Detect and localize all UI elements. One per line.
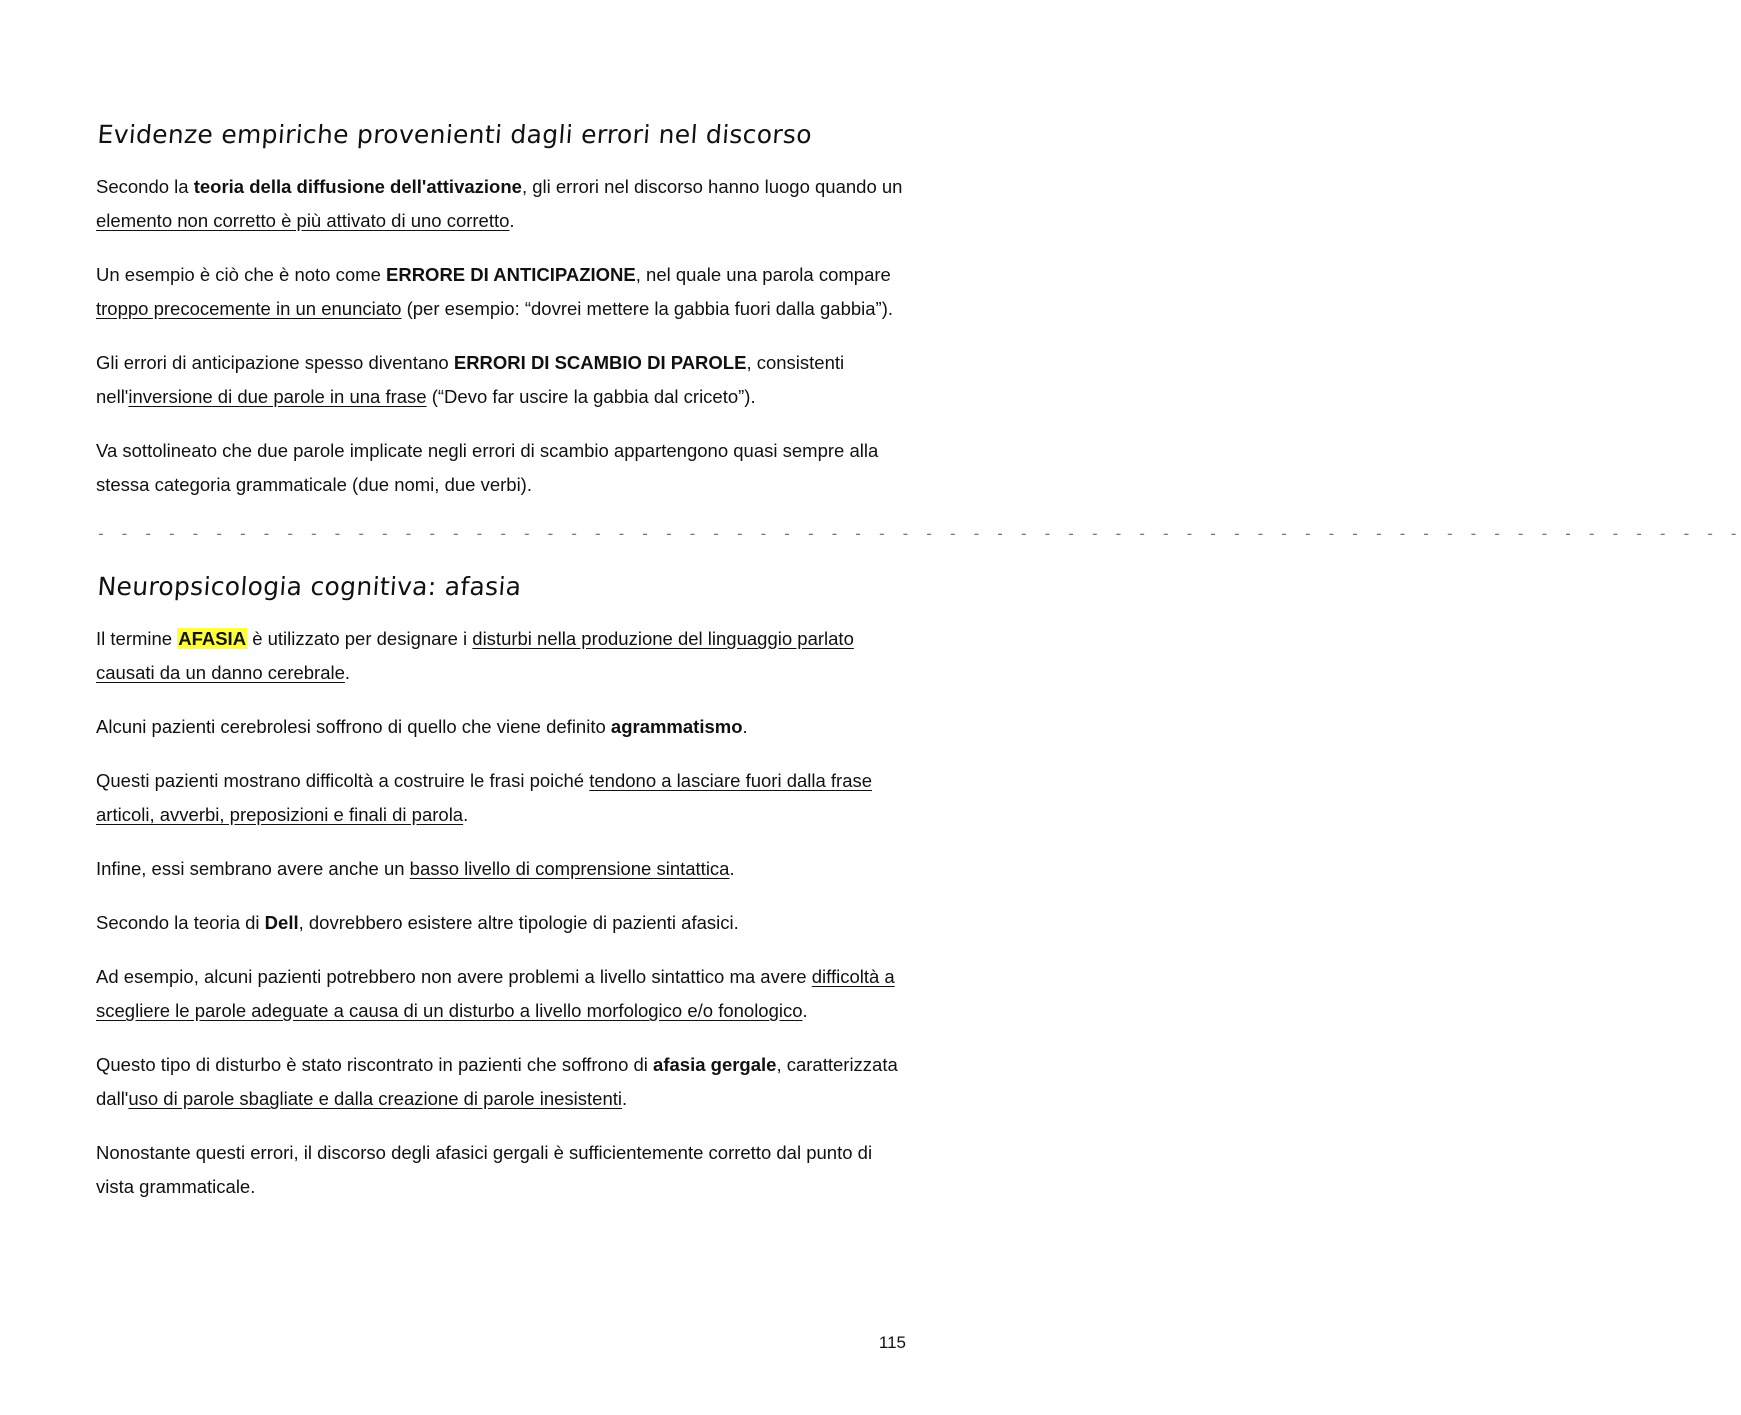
highlighted-term: AFASIA bbox=[178, 628, 247, 649]
text-span: . bbox=[463, 804, 469, 825]
underlined-text: inversione di due parole in una frase bbox=[128, 386, 427, 407]
text-span: Ad esempio, alcuni pazienti potrebbero non avere problemi a livello sintattico ma avere bbox=[96, 966, 812, 987]
paragraph-afasia-def bbox=[96, 622, 908, 690]
bold-term: teoria della diffusione dell'attivazione bbox=[193, 176, 522, 197]
paragraph-difficolta-frasi bbox=[96, 764, 908, 832]
page-number: 115 bbox=[878, 1333, 906, 1352]
text-span: Secondo la teoria di bbox=[96, 912, 265, 933]
text-span: , consistenti nell' bbox=[96, 352, 845, 407]
paragraph-anticipazione bbox=[96, 258, 908, 326]
underlined-text: difficoltà a scegliere le parole adeguate a causa di un disturbo a livello morfologico e/o fonologico bbox=[96, 966, 895, 1021]
underlined-text: basso livello di comprensione sintattica bbox=[409, 858, 730, 879]
text-span: . bbox=[509, 210, 515, 231]
text-span: Gli errori di anticipazione spesso diventano bbox=[96, 352, 454, 373]
text-span: Secondo la bbox=[96, 176, 194, 197]
paragraph-dell bbox=[96, 906, 908, 940]
text-span: Un esempio è ciò che è noto come bbox=[96, 264, 386, 285]
text-span: Questo tipo di disturbo è stato riscontrato in pazienti che soffrono di bbox=[96, 1054, 654, 1075]
bold-term: agrammatismo bbox=[610, 716, 743, 737]
underlined-text: troppo precocemente in un enunciato bbox=[96, 298, 402, 319]
text-span: Questi pazienti mostrano difficoltà a costruire le frasi poiché bbox=[96, 770, 590, 791]
bold-term: ERRORI DI SCAMBIO DI PAROLE bbox=[453, 352, 747, 373]
bold-term: Dell bbox=[264, 912, 299, 933]
bold-term: ERRORE DI ANTICIPAZIONE bbox=[386, 264, 636, 285]
text-span: Il termine bbox=[96, 628, 178, 649]
paragraph-comprensione bbox=[96, 852, 908, 886]
text-span: Alcuni pazienti cerebrolesi soffrono di quello che viene definito bbox=[96, 716, 611, 737]
text-span: (per esempio: “dovrei mettere la gabbia fuori dalla gabbia”). bbox=[401, 298, 894, 319]
underlined-text: elemento non corretto è più attivato di uno corretto bbox=[96, 210, 510, 231]
paragraph-scambio bbox=[96, 346, 908, 414]
paragraph-esempio-pazienti bbox=[96, 960, 908, 1028]
text-span: . bbox=[622, 1088, 628, 1109]
section-title-afasia: Neuropsicologia cognitiva: afasia bbox=[96, 572, 523, 601]
paragraph-conclusione: Nonostante questi errori, il discorso degli afasici gergali è sufficientemente corretto dal punto di vista grammaticale. bbox=[96, 1142, 873, 1197]
section-title-evidenze: Evidenze empiriche provenienti dagli errori nel discorso bbox=[96, 120, 813, 149]
bold-term: afasia gergale bbox=[653, 1054, 777, 1075]
text-span: . bbox=[344, 662, 351, 683]
paragraph-diffusione bbox=[96, 170, 908, 238]
text-span: , gli errori nel discorso hanno luogo quando un bbox=[521, 176, 903, 197]
paragraph-categoria: Va sottolineato che due parole implicate negli errori di scambio appartengono quasi sempre alla stessa categoria grammaticale (due nomi, due verbi). bbox=[96, 440, 879, 495]
text-span: , dovrebbero esistere altre tipologie di pazienti afasici. bbox=[298, 912, 739, 933]
page-content bbox=[96, 112, 1741, 1224]
text-span: . bbox=[742, 716, 748, 737]
underlined-text: tendono a lasciare fuori dalla frase articoli, avverbi, preposizioni e finali di parola bbox=[96, 770, 873, 825]
text-span: è utilizzato per designare i bbox=[247, 628, 473, 649]
text-span: . bbox=[802, 1000, 808, 1021]
text-span: , caratterizzata dall' bbox=[96, 1054, 898, 1109]
text-span: . bbox=[729, 858, 735, 879]
paragraph-afasia-gergale bbox=[96, 1048, 908, 1116]
text-span: , nel quale una parola compare bbox=[635, 264, 891, 285]
underlined-text: uso di parole sbagliate e dalla creazione di parole inesistenti bbox=[128, 1088, 622, 1109]
text-span: Infine, essi sembrano avere anche un bbox=[96, 858, 410, 879]
dashed-divider: - - - - - - - - - - - - - - - - - - - - - - - - - - - - - - - - - - - - - - - - - - - - - - - - - - - - - - - - - - - - - - - - - - - - - - bbox=[96, 524, 1741, 543]
paragraph-agrammatismo bbox=[96, 710, 908, 744]
underlined-text: disturbi nella produzione del linguaggio parlato causati da un danno cerebrale bbox=[96, 628, 854, 683]
text-span: (“Devo far uscire la gabbia dal criceto”). bbox=[426, 386, 756, 407]
